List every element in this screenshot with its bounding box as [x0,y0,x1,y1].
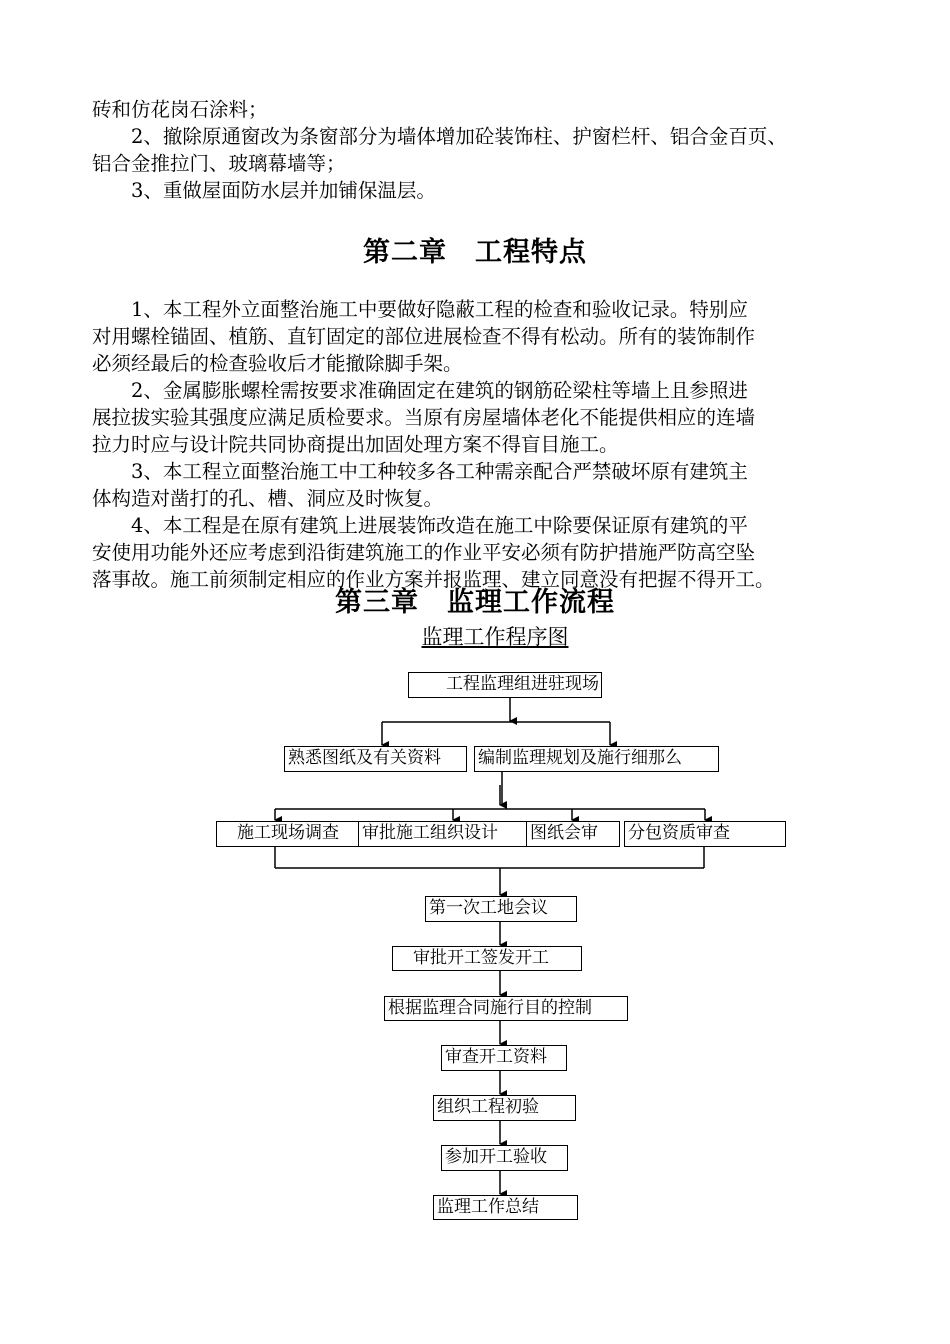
text-line: 展拉拔实验其强度应满足质检要求。当原有房屋墙体老化不能提供相应的连墙 [92,406,756,429]
text-line: 安使用功能外还应考虑到沿街建筑施工的作业平安必须有防护措施严防高空坠 [92,541,756,564]
flow-box-summary: 监理工作总结 [433,1195,578,1220]
text-line: 3、重做屋面防水层并加铺保温层。 [92,179,436,202]
text-line: 铝合金推拉门、玻璃幕墙等； [92,152,346,175]
flow-box-acceptance: 参加开工验收 [441,1145,568,1171]
flow-box-site-survey: 施工现场调查 [216,821,366,847]
flow-box-initial-inspection: 组织工程初验 [433,1095,576,1121]
flow-box-supervision-plan: 编制监理规划及施行细那么 [474,746,719,772]
text-line: 必须经最后的检查验收后才能撤除脚手架。 [92,352,463,375]
text-line: 砖和仿花岗石涂料； [92,98,268,121]
text-line: 4、本工程是在原有建筑上进展装饰改造在施工中除要保证原有建筑的平 [92,514,748,537]
flow-box-target-control: 根据监理合同施行目的控制 [384,996,628,1021]
text-line: 体构造对凿打的孔、槽、洞应及时恢复。 [92,487,444,510]
chapter3-title: 第三章 监理工作流程 [335,587,615,618]
chapter3-subtitle: 监理工作程序图 [421,625,569,649]
flow-box-subcontractor-review: 分包资质审查 [624,821,786,847]
text-line: 2、撤除原通窗改为条窗部分为墙体增加砼装饰柱、护窗栏杆、铝合金百页、 [92,125,787,148]
flow-box-start: 工程监理组进驻现场 [408,672,602,698]
text-line: 3、本工程立面整治施工中工种较多各工种需亲配合严禁破坏原有建筑主 [92,460,748,483]
text-line: 2、金属膨胀螺栓需按要求准确固定在建筑的钢筋砼梁柱等墙上且参照进 [92,379,748,402]
flow-box-review-drawings: 熟悉图纸及有关资料 [284,746,467,772]
flow-box-drawing-review: 图纸会审 [526,821,620,847]
text-line: 1、本工程外立面整治施工中要做好隐蔽工程的检查和验收记录。特别应 [92,298,748,321]
text-line: 落事故。施工前须制定相应的作业方案并报监理、建立同意没有把握不得开工。 [92,568,775,591]
flow-box-first-site-meeting: 第一次工地会议 [425,896,577,922]
text-line: 拉力时应与设计院共同协商提出加固处理方案不得盲目施工。 [92,433,619,456]
flow-box-start-approval: 审批开工签发开工 [392,946,582,971]
chapter2-title: 第二章 工程特点 [363,237,587,268]
flow-box-construction-design-approval: 审批施工组织设计 [358,821,530,847]
flow-box-check-start-docs: 审查开工资料 [441,1045,567,1071]
text-line: 对用螺栓锚固、植筋、直钉固定的部位进展检查不得有松动。所有的装饰制作 [92,325,756,348]
